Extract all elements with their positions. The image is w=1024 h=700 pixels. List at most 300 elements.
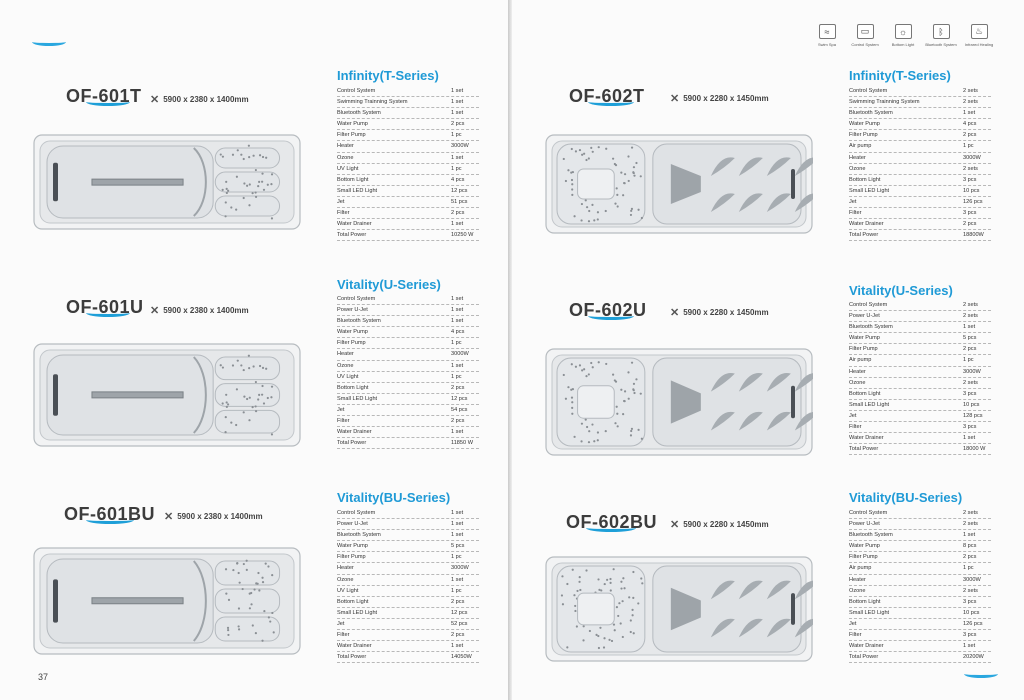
lightbulb-icon: ☼ xyxy=(895,24,912,39)
spec-value: 12 pcs xyxy=(451,609,468,616)
spec-row xyxy=(337,652,479,663)
spec-value: 2 pcs xyxy=(963,346,977,353)
spec-label: Ozone xyxy=(849,587,866,594)
spec-row xyxy=(849,130,991,141)
spec-value: 1 set xyxy=(451,532,464,539)
spec-row xyxy=(337,563,479,574)
series-title: Vitality(U-Series) xyxy=(849,283,953,298)
spec-row xyxy=(849,230,991,241)
spec-label: Ozone xyxy=(337,576,354,583)
spec-row xyxy=(849,378,991,389)
spec-value: 10 pcs xyxy=(963,401,980,408)
spec-label: Filter xyxy=(337,210,350,217)
spec-label: Bluetooth System xyxy=(849,324,893,331)
spec-label: Control System xyxy=(849,302,888,308)
spec-value: 2 sets xyxy=(963,313,978,320)
spec-row xyxy=(849,433,991,444)
series-title: Infinity(T-Series) xyxy=(337,68,439,83)
spec-row xyxy=(337,186,479,197)
spec-value: 18800W xyxy=(963,232,984,239)
spec-value: 1 set xyxy=(451,521,464,528)
spec-row xyxy=(849,641,991,652)
spec-value: 2 pcs xyxy=(451,598,465,605)
spec-row xyxy=(849,333,991,344)
spec-value: 1 pc xyxy=(963,565,974,572)
spec-row xyxy=(337,530,479,541)
feature-infrared-healing: ♨ Infrared Healing xyxy=(964,26,994,47)
spec-row xyxy=(849,400,991,411)
spec-label: Bluetooth System xyxy=(849,110,893,117)
spec-table xyxy=(849,86,991,241)
spec-row xyxy=(337,197,479,208)
spec-label: Control System xyxy=(849,510,888,516)
catalog-page-left xyxy=(0,0,508,700)
spec-label: Water Pump xyxy=(849,121,880,128)
spec-value: 1 set xyxy=(963,110,976,117)
swim-spa-image xyxy=(33,134,301,230)
spec-label: Ozone xyxy=(337,154,354,161)
model-name: OF-601U xyxy=(66,297,144,317)
spec-row xyxy=(337,508,479,519)
spec-row xyxy=(849,108,991,119)
spec-row xyxy=(337,175,479,186)
dimension-icon: ✕ xyxy=(670,307,680,319)
spec-row xyxy=(337,372,479,383)
spec-label: Water Drainer xyxy=(337,221,372,228)
spec-value: 3 pcs xyxy=(963,210,977,217)
page-swoosh-decoration xyxy=(964,670,998,678)
spec-label: Heater xyxy=(849,576,866,583)
spec-label: Power U-Jet xyxy=(849,313,880,320)
spec-row xyxy=(849,389,991,400)
spec-value: 1 set xyxy=(451,110,464,117)
spec-value: 1 pc xyxy=(451,373,462,380)
spec-label: UV Light xyxy=(337,165,359,172)
spec-label: Water Pump xyxy=(849,335,880,342)
spec-row xyxy=(849,141,991,152)
page-swoosh-decoration xyxy=(32,38,66,46)
spec-value: 1 set xyxy=(451,362,464,369)
spec-value: 20200W xyxy=(963,654,984,661)
spec-value: 1 set xyxy=(451,510,464,516)
spec-value: 1 set xyxy=(451,307,464,314)
spec-value: 11850 W xyxy=(451,440,473,447)
spec-row xyxy=(337,552,479,563)
spec-row xyxy=(849,575,991,586)
spec-value: 1 pc xyxy=(451,132,462,139)
spec-label: Heater xyxy=(337,143,354,150)
spec-value: 1 set xyxy=(451,154,464,161)
model-name: OF-602U xyxy=(569,300,647,320)
spec-value: 3000W xyxy=(451,565,469,572)
spec-row xyxy=(337,519,479,530)
spec-row xyxy=(337,153,479,164)
spec-value: 1 pc xyxy=(451,165,462,172)
control-panel-icon: ▭ xyxy=(857,24,874,39)
spec-row xyxy=(337,641,479,652)
spec-row xyxy=(337,619,479,630)
spec-row xyxy=(849,619,991,630)
spec-value: 2 sets xyxy=(963,99,978,106)
spec-row xyxy=(849,164,991,175)
spec-value: 5 pcs xyxy=(963,335,977,342)
spec-row xyxy=(849,508,991,519)
spec-table xyxy=(337,508,479,663)
spec-label: Small LED Light xyxy=(337,609,378,616)
spec-row xyxy=(849,119,991,130)
spec-label: Air pump xyxy=(849,565,872,572)
spec-label: Total Power xyxy=(337,232,367,239)
spec-row xyxy=(337,394,479,405)
spec-row xyxy=(849,311,991,322)
bluetooth-icon: ᛒ xyxy=(933,24,950,39)
spec-row xyxy=(849,175,991,186)
spec-row xyxy=(849,153,991,164)
feature-icons xyxy=(812,24,994,47)
spec-label: Control System xyxy=(337,88,376,94)
spec-value: 10 pcs xyxy=(963,609,980,616)
spec-value: 3 pcs xyxy=(963,176,977,183)
spec-row xyxy=(337,230,479,241)
tub-drawing xyxy=(33,547,301,655)
spec-value: 2 sets xyxy=(963,302,978,308)
spec-value: 1 pc xyxy=(451,340,462,347)
spec-value: 2 pcs xyxy=(451,121,465,128)
spec-label: Jet xyxy=(337,620,345,627)
model-underline-wave xyxy=(86,98,130,106)
dimension-icon: ✕ xyxy=(670,93,680,105)
spec-label: Water Drainer xyxy=(337,429,372,436)
spec-value: 18000 W xyxy=(963,446,986,453)
spec-row xyxy=(337,416,479,427)
spec-label: Control System xyxy=(337,510,376,516)
spec-label: UV Light xyxy=(337,587,359,594)
spec-label: Water Drainer xyxy=(849,221,884,228)
spec-label: Bluetooth System xyxy=(337,318,381,325)
spec-label: Small LED Light xyxy=(849,187,890,194)
spec-row xyxy=(849,197,991,208)
dimensions: ✕ 5900 x 2380 x 1400mm xyxy=(150,94,249,106)
spec-row xyxy=(849,97,991,108)
tub-drawing xyxy=(545,134,813,234)
spec-row xyxy=(849,186,991,197)
spec-row xyxy=(337,361,479,372)
spec-label: Power U-Jet xyxy=(337,307,368,314)
feature-bottom-light: ☼ Bottom Light xyxy=(888,24,918,47)
spec-row xyxy=(849,552,991,563)
spec-row xyxy=(849,530,991,541)
dimensions: ✕ 5900 x 2280 x 1450mm xyxy=(670,93,769,105)
spec-row xyxy=(849,422,991,433)
spec-value: 2 pcs xyxy=(963,221,977,228)
model-underline-wave xyxy=(586,524,636,532)
spec-label: Filter Pump xyxy=(849,346,878,353)
spec-label: Small LED Light xyxy=(849,401,890,408)
spec-value: 128 pcs xyxy=(963,412,983,419)
spec-label: Control System xyxy=(337,296,376,302)
spec-label: Filter Pump xyxy=(849,554,878,561)
spec-label: Total Power xyxy=(849,232,879,239)
spec-label: Filter xyxy=(849,632,862,639)
spec-label: Total Power xyxy=(337,654,367,661)
spec-value: 4 pcs xyxy=(451,329,465,336)
infrared-healing-icon: ♨ xyxy=(971,24,988,39)
spec-label: Bottom Light xyxy=(849,598,881,605)
spec-label: Bottom Light xyxy=(849,390,881,397)
spec-label: Bottom Light xyxy=(337,384,369,391)
spec-label: Air pump xyxy=(849,357,872,364)
spec-row xyxy=(337,141,479,152)
spec-label: Swimming Trainning System xyxy=(337,99,408,106)
spec-row xyxy=(849,541,991,552)
spec-label: Bottom Light xyxy=(337,176,369,183)
spec-row xyxy=(337,575,479,586)
spec-value: 1 set xyxy=(963,643,976,650)
spec-row xyxy=(337,164,479,175)
spec-value: 2 pcs xyxy=(963,132,977,139)
tub-drawing xyxy=(545,556,813,662)
spec-label: Bluetooth System xyxy=(337,532,381,539)
spec-value: 3000W xyxy=(963,154,981,161)
spec-value: 2 pcs xyxy=(451,210,465,217)
spec-label: Power U-Jet xyxy=(849,521,880,528)
spec-value: 3000W xyxy=(451,351,469,358)
spec-value: 12 pcs xyxy=(451,187,468,194)
spec-value: 1 set xyxy=(451,296,464,302)
dimension-icon: ✕ xyxy=(164,511,174,523)
spec-table xyxy=(337,86,479,241)
spec-row xyxy=(849,300,991,311)
spec-row xyxy=(337,208,479,219)
spec-value: 1 pc xyxy=(963,357,974,364)
spec-row xyxy=(849,219,991,230)
model-underline-wave xyxy=(86,309,130,317)
model-underline-wave xyxy=(86,516,134,524)
swim-spa-image xyxy=(545,556,813,662)
spec-value: 51 pcs xyxy=(451,198,468,205)
spec-row xyxy=(849,367,991,378)
spec-value: 3000W xyxy=(963,368,981,375)
model-name: OF-602BU xyxy=(566,512,658,532)
spec-value: 14050W xyxy=(451,654,472,661)
spec-value: 126 pcs xyxy=(963,620,983,627)
spec-label: Water Pump xyxy=(849,543,880,550)
spec-label: Heater xyxy=(337,565,354,572)
spec-row xyxy=(849,563,991,574)
spec-value: 54 pcs xyxy=(451,406,468,413)
spec-value: 4 pcs xyxy=(963,121,977,128)
spec-label: Small LED Light xyxy=(337,187,378,194)
spec-label: Small LED Light xyxy=(849,609,890,616)
spec-label: Filter xyxy=(337,632,350,639)
feature-bluetooth-system: ᛒ Bluetooth System xyxy=(926,24,956,47)
series-title: Vitality(BU-Series) xyxy=(337,490,451,505)
model-underline-wave xyxy=(588,312,634,320)
spec-value: 2 sets xyxy=(963,510,978,516)
spec-row xyxy=(337,608,479,619)
spec-label: Ozone xyxy=(337,362,354,369)
spec-value: 2 sets xyxy=(963,165,978,172)
spec-row xyxy=(337,438,479,449)
swim-spa-image xyxy=(33,343,301,447)
spec-row xyxy=(337,108,479,119)
feature-control-system: ▭ Control System xyxy=(851,26,879,47)
spec-label: Jet xyxy=(849,412,857,419)
spec-value: 3000W xyxy=(963,576,981,583)
spec-value: 4 pcs xyxy=(451,176,465,183)
spec-value: 12 pcs xyxy=(451,395,468,402)
spec-row xyxy=(337,130,479,141)
spec-value: 1 set xyxy=(451,576,464,583)
spec-value: 3 pcs xyxy=(963,598,977,605)
spec-value: 2 pcs xyxy=(451,418,465,425)
spec-value: 2 pcs xyxy=(963,554,977,561)
spec-row xyxy=(337,219,479,230)
spec-value: 3 pcs xyxy=(963,424,977,431)
spec-row xyxy=(849,519,991,530)
spec-row xyxy=(337,97,479,108)
spec-label: Ozone xyxy=(849,379,866,386)
model-name: OF-602T xyxy=(569,86,645,106)
spec-label: Filter xyxy=(849,424,862,431)
spec-value: 3000W xyxy=(451,143,469,150)
spec-row xyxy=(337,541,479,552)
spec-row xyxy=(337,383,479,394)
spec-row xyxy=(849,355,991,366)
spec-value: 8 pcs xyxy=(963,543,977,550)
tub-drawing xyxy=(33,343,301,447)
dimension-icon: ✕ xyxy=(150,305,160,317)
spec-label: Bottom Light xyxy=(337,598,369,605)
spec-row xyxy=(337,305,479,316)
dimensions: ✕ 5900 x 2280 x 1450mm xyxy=(670,307,769,319)
spec-row xyxy=(849,344,991,355)
spec-label: Filter Pump xyxy=(337,132,366,139)
spec-label: Jet xyxy=(337,406,345,413)
spec-label: Water Pump xyxy=(337,329,368,336)
model-name: OF-601T xyxy=(66,86,142,106)
spec-label: Small LED Light xyxy=(337,395,378,402)
spec-label: Water Drainer xyxy=(849,435,884,442)
spec-row xyxy=(849,630,991,641)
spec-label: Filter xyxy=(337,418,350,425)
spec-value: 1 set xyxy=(963,532,976,539)
spec-value: 1 set xyxy=(451,643,464,650)
spec-value: 1 pc xyxy=(451,587,462,594)
swim-spa-image xyxy=(33,547,301,655)
spec-label: Filter Pump xyxy=(337,340,366,347)
spec-label: Water Drainer xyxy=(849,643,884,650)
spec-row xyxy=(337,316,479,327)
spec-row xyxy=(849,208,991,219)
spec-value: 2 sets xyxy=(963,587,978,594)
spec-label: Ozone xyxy=(849,165,866,172)
spec-row xyxy=(849,444,991,455)
dimension-icon: ✕ xyxy=(150,94,160,106)
spec-value: 10 pcs xyxy=(963,187,980,194)
series-title: Vitality(BU-Series) xyxy=(849,490,963,505)
feature-swim-spa: ≈ Swim Spa xyxy=(812,24,842,47)
spec-row xyxy=(849,86,991,97)
spec-value: 1 set xyxy=(451,318,464,325)
spec-value: 3 pcs xyxy=(963,632,977,639)
spec-label: Water Pump xyxy=(337,121,368,128)
spec-row xyxy=(337,327,479,338)
spec-row xyxy=(337,338,479,349)
tub-drawing xyxy=(33,134,301,230)
spec-value: 10250 W xyxy=(451,232,474,239)
spec-row xyxy=(337,427,479,438)
spec-row xyxy=(337,294,479,305)
swim-spa-image xyxy=(545,348,813,456)
spec-label: Total Power xyxy=(849,446,879,453)
spec-value: 2 sets xyxy=(963,521,978,528)
spec-label: Bluetooth System xyxy=(849,532,893,539)
spec-label: Water Pump xyxy=(337,543,368,550)
spec-value: 1 set xyxy=(451,88,464,94)
spec-value: 2 sets xyxy=(963,88,978,94)
spec-value: 2 pcs xyxy=(451,632,465,639)
spec-row xyxy=(849,597,991,608)
spec-row xyxy=(337,405,479,416)
spec-label: Heater xyxy=(337,351,354,358)
spec-row xyxy=(337,349,479,360)
spec-table xyxy=(337,294,479,449)
spec-label: Total Power xyxy=(337,440,367,447)
spec-value: 1 set xyxy=(451,99,464,106)
spec-label: UV Light xyxy=(337,373,359,380)
spec-row xyxy=(849,586,991,597)
swim-spa-image xyxy=(545,134,813,234)
spec-row xyxy=(337,586,479,597)
spec-row xyxy=(337,630,479,641)
spec-label: Control System xyxy=(849,88,888,94)
spec-label: Air pump xyxy=(849,143,872,150)
spec-value: 1 set xyxy=(963,324,976,331)
spec-label: Filter Pump xyxy=(849,132,878,139)
model-underline-wave xyxy=(588,98,634,106)
spec-label: Jet xyxy=(849,620,857,627)
model-name: OF-601BU xyxy=(64,504,156,524)
spec-row xyxy=(337,86,479,97)
spec-label: Heater xyxy=(849,368,866,375)
catalog-page-right xyxy=(512,0,1024,700)
spec-value: 2 pcs xyxy=(451,384,465,391)
spec-value: 1 set xyxy=(451,429,464,436)
spec-label: Heater xyxy=(849,154,866,161)
spec-label: Jet xyxy=(849,198,857,205)
spec-table xyxy=(849,300,991,455)
spec-row xyxy=(849,322,991,333)
spec-label: Jet xyxy=(337,198,345,205)
spec-label: Filter xyxy=(849,210,862,217)
spec-value: 1 set xyxy=(963,435,976,442)
spec-label: Water Drainer xyxy=(337,643,372,650)
spec-label: Filter Pump xyxy=(337,554,366,561)
spec-value: 52 pcs xyxy=(451,620,468,627)
swimmer-icon: ≈ xyxy=(819,24,836,39)
spec-row xyxy=(849,608,991,619)
spec-label: Total Power xyxy=(849,654,879,661)
spec-label: Bluetooth System xyxy=(337,110,381,117)
spec-value: 5 pcs xyxy=(451,543,465,550)
spec-value: 2 sets xyxy=(963,379,978,386)
spec-label: Swimming Trainning System xyxy=(849,99,920,106)
spec-row xyxy=(337,119,479,130)
page-number: 37 xyxy=(38,672,49,682)
spec-value: 3 pcs xyxy=(963,390,977,397)
dimensions: ✕ 5900 x 2380 x 1400mm xyxy=(150,305,249,317)
